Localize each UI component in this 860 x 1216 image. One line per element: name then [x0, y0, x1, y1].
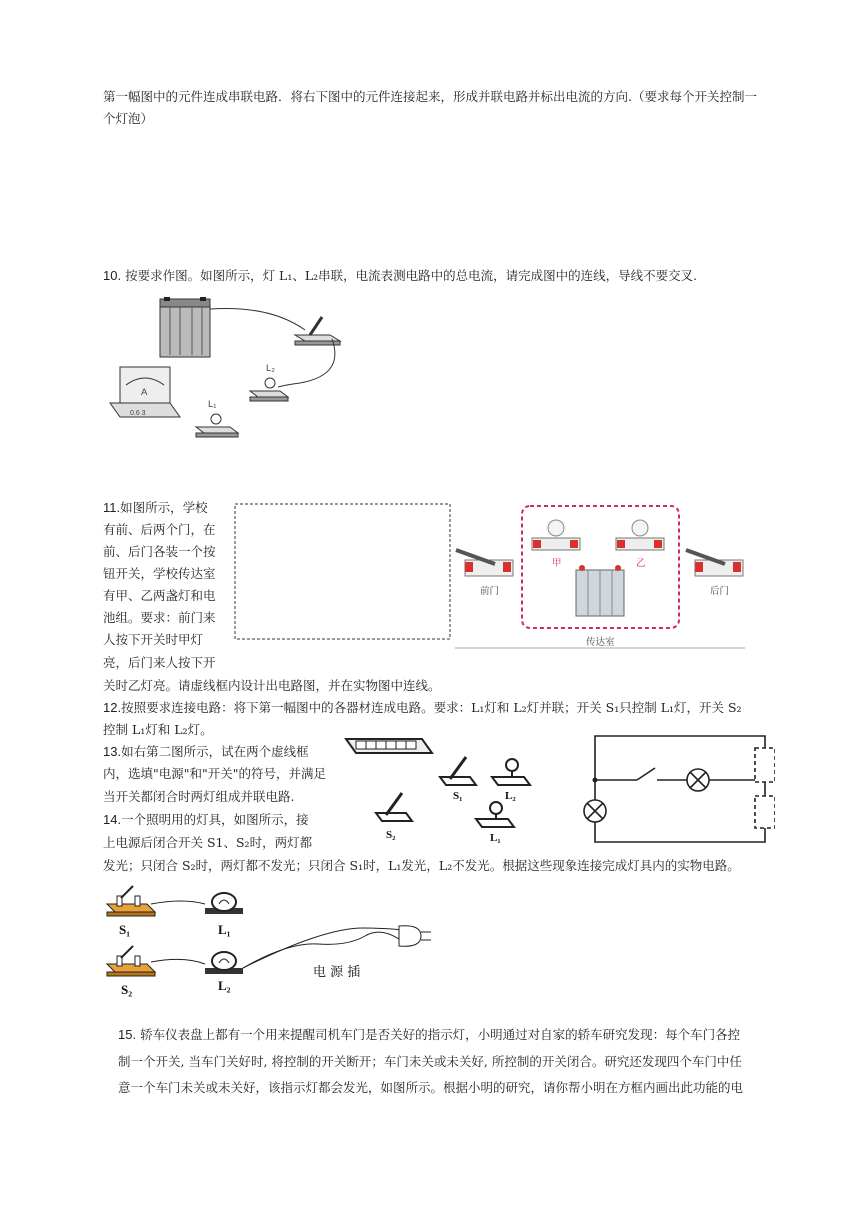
back-door-label: 后门 [710, 586, 730, 597]
switch-s1 [107, 886, 155, 937]
q13-circuit [575, 730, 775, 848]
lamp-l2 [250, 363, 288, 401]
s1-label: S₁ [119, 922, 131, 937]
s2-label: S₂ [121, 982, 133, 997]
lamp-l2 [205, 952, 243, 993]
wire [278, 339, 335, 387]
answer-dashed-box [235, 504, 450, 639]
lamp-l1 [476, 802, 514, 844]
dashed-box-upper [755, 748, 775, 782]
q10-figure [100, 295, 350, 440]
s2-label: S₂ [386, 829, 396, 841]
room-label: 传达室 [586, 637, 615, 648]
lamp-yi-label: 乙 [636, 558, 646, 569]
l1-label: L₁ [208, 399, 217, 410]
intro-line-2: 个灯泡） [103, 111, 154, 126]
q12-line-2: 控制 L₁灯和 L₂灯。 [103, 722, 213, 737]
switch-symbol [637, 768, 655, 780]
switch-s2 [107, 946, 155, 997]
q10-statement: 10. 按要求作图。如图所示，灯 L₁、L₂串联，电流表测电路中的总电流，请完成图中的连线，导线不要交叉. [103, 268, 698, 283]
lamp-symbol [687, 769, 709, 791]
knife-switch [295, 317, 340, 345]
front-door-label: 前门 [480, 586, 500, 597]
lamp-jia [532, 520, 580, 569]
ammeter-scale: 0.6 3 [130, 410, 146, 417]
lamp-l2 [492, 759, 530, 802]
s1-label: S₁ [453, 790, 463, 802]
q12-figure [340, 733, 565, 845]
plug-icon [399, 926, 431, 947]
power-cord [243, 928, 403, 968]
front-door-switch [456, 550, 513, 597]
q11-figure [230, 498, 750, 653]
l1-label: L₁ [218, 922, 231, 937]
dashed-box-lower [755, 796, 775, 828]
battery-pack [576, 565, 624, 616]
switch-s2 [376, 793, 412, 841]
l2-label: L₂ [218, 978, 231, 993]
battery-holder [346, 739, 432, 753]
switch-s1 [440, 757, 476, 802]
l2-label: L₂ [505, 790, 516, 802]
lamp-jia-label: 甲 [552, 558, 562, 569]
ammeter-label: A [141, 387, 148, 398]
lamp-l1 [205, 893, 243, 937]
ammeter [110, 367, 180, 417]
battery-pack [160, 297, 210, 357]
wire [210, 308, 305, 330]
l1-label: L₁ [490, 832, 501, 844]
intro-line-1: 第一幅图中的元件连成串联电路．将右下图中的元件连接起来，形成并联电路并标出电流的方向.（要求每个开关控制一 [103, 89, 757, 104]
lamp-yi [616, 520, 664, 569]
lamp-symbol [584, 800, 606, 822]
q14-figure [103, 882, 433, 997]
plug-label: 电 源 插 [313, 965, 361, 980]
lamp-l1 [196, 399, 238, 437]
q12-line-1: 12.按照要求连接电路：将下第一幅图中的各器材连成电路。要求：L₁灯和 L₂灯并联；开关 S₁只控制 L₁灯，开关 S₂ [103, 700, 742, 715]
l2-label: L₂ [266, 363, 275, 374]
back-door-switch [686, 550, 743, 597]
